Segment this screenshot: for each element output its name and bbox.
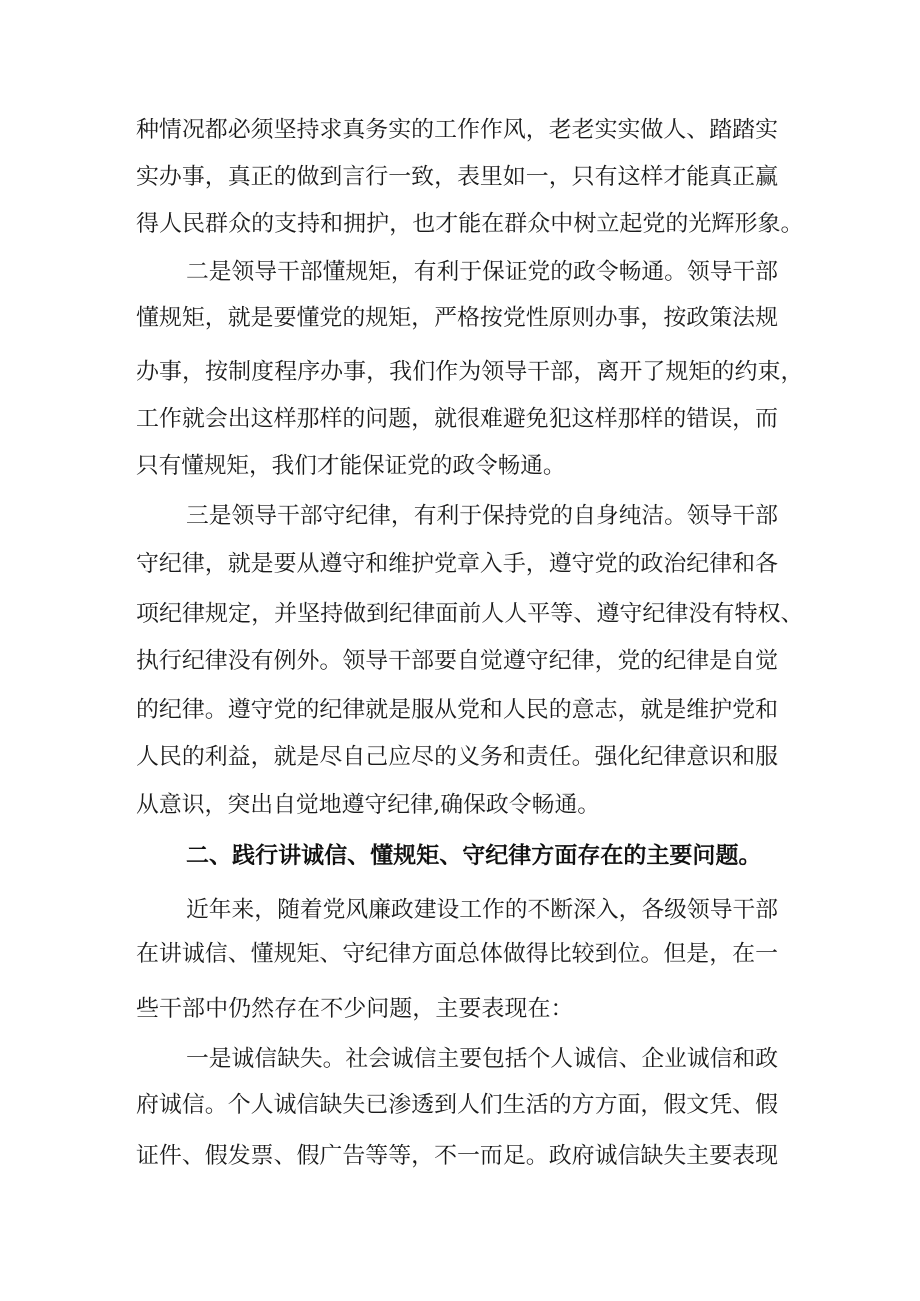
body-line-17: 近年来，随着党风廉政建设工作的不断深入，各级领导干部	[186, 897, 779, 923]
body-line-5: 懂规矩，就是要懂党的规矩，严格按党性原则办事，按政策法规	[136, 305, 779, 331]
body-line-1: 种情况都必须坚持求真务实的工作作风，老老实实做人、踏踏实	[136, 117, 779, 143]
body-line-19: 些干部中仍然存在不少问题，主要表现在：	[136, 996, 574, 1022]
body-line-18: 在讲诚信、懂规矩、守纪律方面总体做得比较到位。但是，在一	[136, 941, 779, 967]
body-line-15: 从意识，突出自觉地遵守纪律,确保政令畅通。	[136, 792, 601, 818]
body-line-22: 证件、假发票、假广告等等，不一而足。政府诚信缺失主要表现	[136, 1143, 779, 1169]
body-line-12: 执行纪律没有例外。领导干部要自觉遵守纪律，党的纪律是自觉	[136, 648, 779, 674]
body-line-11: 项纪律规定，并坚持做到纪律面前人人平等、遵守纪律没有特权、	[136, 601, 804, 627]
body-line-9: 三是领导干部守纪律，有利于保持党的自身纯洁。领导干部	[186, 503, 779, 529]
body-line-4: 二是领导干部懂规矩，有利于保证党的政令畅通。领导干部	[186, 259, 779, 285]
body-line-21: 府诚信。个人诚信缺失已渗透到人们生活的方方面，假文凭、假	[136, 1092, 779, 1118]
body-line-2: 实办事，真正的做到言行一致，表里如一，只有这样才能真正赢	[136, 164, 779, 190]
body-line-6: 办事，按制度程序办事，我们作为领导干部，离开了规矩的约束，	[136, 359, 804, 385]
section-heading: 二、践行讲诚信、懂规矩、守纪律方面存在的主要问题。	[186, 843, 762, 869]
body-line-3: 得人民群众的支持和拥护，也才能在群众中树立起党的光辉形象。	[136, 211, 804, 237]
body-line-20: 一是诚信缺失。社会诚信主要包括个人诚信、企业诚信和政	[186, 1046, 779, 1072]
body-line-14: 人民的利益，就是尽自己应尽的义务和责任。强化纪律意识和服	[136, 744, 779, 770]
body-line-7: 工作就会出这样那样的问题，就很难避免犯这样那样的错误，而	[136, 406, 779, 432]
body-line-8: 只有懂规矩，我们才能保证党的政令畅通。	[136, 453, 566, 479]
body-line-10: 守纪律，就是要从遵守和维护党章入手，遵守党的政治纪律和各	[136, 551, 779, 577]
body-line-13: 的纪律。遵守党的纪律就是服从党和人民的意志，就是维护党和	[136, 697, 779, 723]
